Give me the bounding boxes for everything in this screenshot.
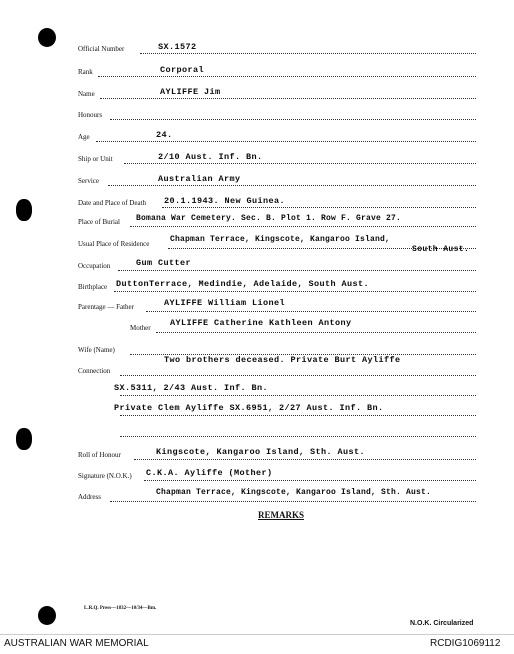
dotted-line [134, 459, 476, 460]
dotted-line [144, 480, 476, 481]
dotted-line [120, 415, 476, 416]
dotted-line [120, 436, 476, 437]
roll-of-honour-value: Kingscote, Kangaroo Island, Sth. Aust. [156, 447, 366, 457]
usual-residence-value-2: South Aust. [412, 245, 470, 254]
mother-label: Mother [130, 324, 151, 332]
place-of-burial-value: Bomana War Cemetery. Sec. B. Plot 1. Row F. Grave 27. [136, 214, 402, 223]
official-number-label: Official Number [78, 45, 125, 53]
dotted-line [118, 270, 476, 271]
ship-or-unit-label: Ship or Unit [78, 155, 113, 163]
place-of-burial-label: Place of Burial [78, 218, 120, 226]
name-label: Name [78, 90, 95, 98]
footer-source: AUSTRALIAN WAR MEMORIAL [4, 638, 149, 649]
dotted-line [108, 185, 476, 186]
official-number-value: SX.1572 [158, 42, 197, 52]
roll-of-honour-label: Roll of Honour [78, 451, 121, 459]
connection-value-2: SX.5311, 2/43 Aust. Inf. Bn. [114, 383, 269, 393]
footer-record-id: RCDIG1069112 [430, 638, 501, 649]
dotted-line [110, 501, 476, 502]
dotted-line [98, 76, 476, 77]
dotted-line [156, 332, 476, 333]
usual-residence-label: Usual Place of Residence [78, 240, 150, 248]
dotted-line [120, 375, 476, 376]
mother-value: AYLIFFE Catherine Kathleen Antony [170, 318, 352, 328]
age-value: 24. [156, 130, 173, 140]
nok-circularized-stamp: N.O.K. Circularized [410, 620, 474, 627]
dotted-line [114, 291, 476, 292]
footer-divider [0, 634, 514, 635]
dotted-line [130, 226, 476, 227]
honours-label: Honours [78, 111, 103, 119]
date-place-death-value: 20.1.1943. New Guinea. [164, 196, 286, 206]
rank-value: Corporal [160, 65, 205, 75]
dotted-line [100, 98, 476, 99]
punch-hole [38, 28, 56, 47]
dotted-line [140, 53, 476, 54]
printer-imprint: L.R.Q. Press—1832—10/34—Bm. [84, 606, 157, 611]
connection-value-3: Private Clem Ayliffe SX.6951, 2/27 Aust. Inf. Bn. [114, 403, 384, 413]
dotted-line [110, 119, 476, 120]
birthplace-label: Birthplace [78, 283, 108, 291]
address-label: Address [78, 493, 101, 501]
father-label: Parentage — Father [78, 303, 134, 311]
address-value: Chapman Terrace, Kingscote, Kangaroo Island, Sth. Aust. [156, 488, 432, 497]
usual-residence-value-1: Chapman Terrace, Kingscote, Kangaroo Island, [170, 235, 391, 244]
ship-or-unit-value: 2/10 Aust. Inf. Bn. [158, 152, 263, 162]
dotted-line [96, 141, 476, 142]
punch-hole [16, 428, 32, 450]
dotted-line [120, 395, 476, 396]
father-value: AYLIFFE William Lionel [164, 298, 286, 308]
name-value: AYLIFFE Jim [160, 87, 221, 97]
occupation-label: Occupation [78, 262, 111, 270]
rank-label: Rank [78, 68, 93, 76]
birthplace-value: DuttonTerrace, Medindie, Adelaide, South Aust. [116, 279, 370, 289]
occupation-value: Gum Cutter [136, 258, 192, 268]
wife-label: Wife (Name) [78, 346, 115, 354]
age-label: Age [78, 133, 90, 141]
punch-hole [16, 199, 32, 221]
dotted-line [162, 207, 476, 208]
remarks-heading: REMARKS [258, 510, 305, 520]
dotted-line [146, 311, 476, 312]
signature-label: Signature (N.O.K.) [78, 472, 132, 480]
date-place-death-label: Date and Place of Death [78, 199, 147, 207]
connection-label: Connection [78, 367, 111, 375]
signature-value: C.K.A. Ayliffe (Mother) [146, 468, 273, 478]
service-label: Service [78, 177, 99, 185]
connection-value-1: Two brothers deceased. Private Burt Ayliffe [164, 355, 401, 365]
dotted-line [124, 163, 476, 164]
punch-hole [38, 606, 56, 625]
service-value: Australian Army [158, 174, 241, 184]
